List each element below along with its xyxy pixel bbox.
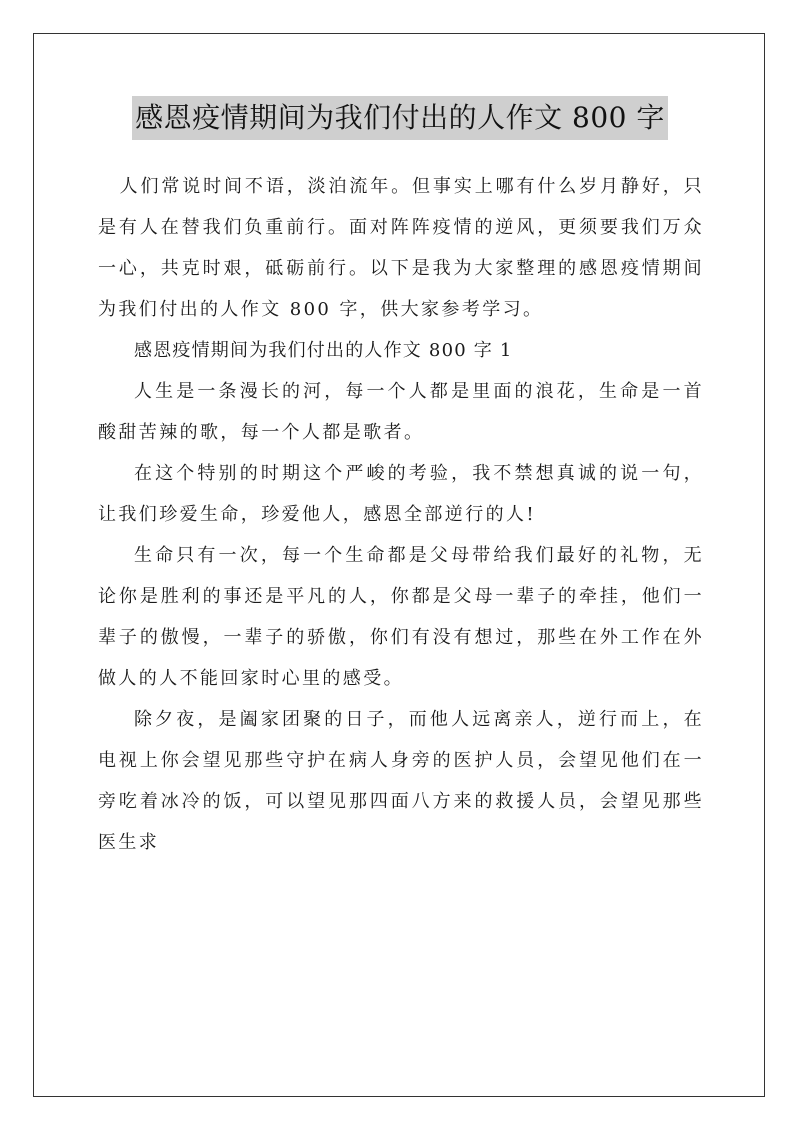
body-paragraph: 生命只有一次，每一个生命都是父母带给我们最好的礼物，无论你是胜利的事还是平凡的人，你都是父母一辈子的牵挂，他们一辈子的傲慢，一辈子的骄傲，你们有没有想过，那些在外工作在外做人的人不能回家时心里的感受。 bbox=[98, 545, 704, 689]
document-body bbox=[98, 166, 704, 863]
document-title: 感恩疫情期间为我们付出的人作文 800 字 bbox=[132, 96, 668, 140]
intro-paragraph: 人们常说时间不语，淡泊流年。但事实上哪有什么岁月静好，只是有人在替我们负重前行。面对阵阵疫情的逆风，更须要我们万众一心，共克时艰，砥砺前行。以下是我为大家整理的感恩疫情期间为我们付出的人作文 800 字，供大家参考学习。 bbox=[98, 176, 704, 320]
body-paragraph: 人生是一条漫长的河，每一个人都是里面的浪花，生命是一首酸甜苦辣的歌，每一个人都是歌者。 bbox=[98, 381, 704, 443]
body-paragraph: 在这个特别的时期这个严峻的考验，我不禁想真诚的说一句，让我们珍爱生命，珍爱他人，感恩全部逆行的人! bbox=[98, 463, 704, 525]
section-heading: 感恩疫情期间为我们付出的人作文 800 字 1 bbox=[134, 340, 513, 361]
title-container bbox=[0, 96, 800, 140]
body-paragraph: 除夕夜，是阖家团聚的日子，而他人远离亲人，逆行而上，在电视上你会望见那些守护在病人身旁的医护人员，会望见他们在一旁吃着冰冷的饭，可以望见那四面八方来的救援人员，会望见那些医生求 bbox=[98, 709, 704, 853]
